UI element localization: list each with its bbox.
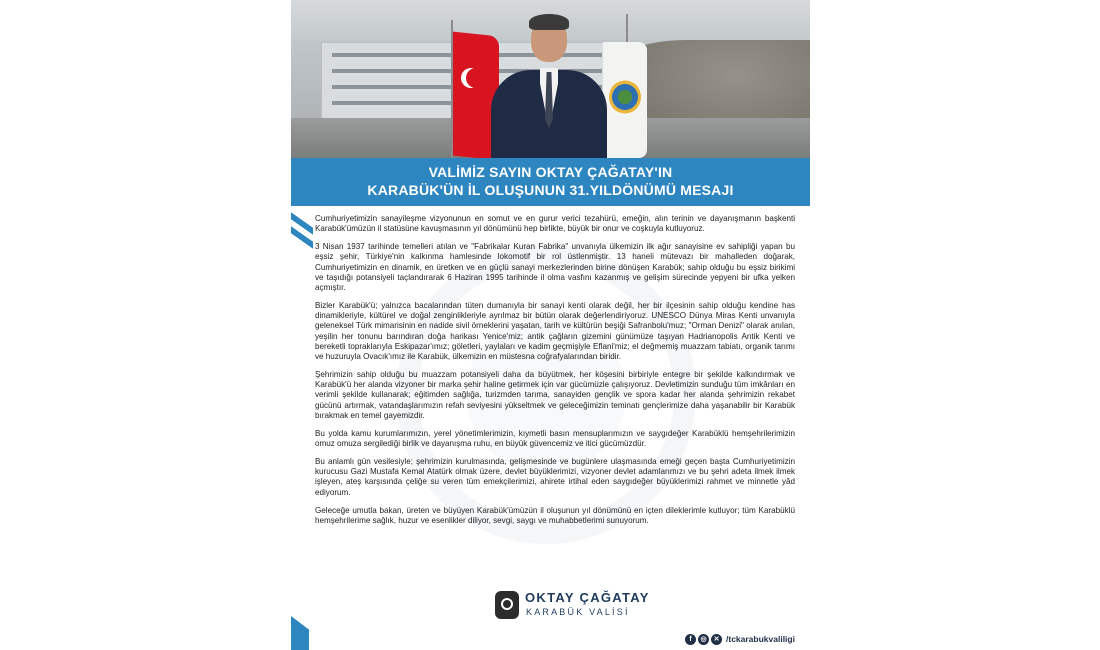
- announcement-poster: [291, 0, 810, 650]
- governor-portrait: [491, 12, 607, 158]
- message-body: [291, 206, 810, 650]
- title-line-1: VALİMİZ SAYIN OKTAY ÇAĞATAY'IN: [428, 164, 673, 180]
- crescent-icon: [466, 68, 486, 88]
- paragraph: Cumhuriyetimizin sanayileşme vizyonunun en somut ve en gurur verici tezahürü, emeğin, alın terinin ve dayanışmanın başkenti Karabük'ümüzün il statüsüne kavuşmasının yıl dönümünü hep birlikte, büyük bir onur ve coşkuyla kutluyoruz.: [315, 214, 795, 234]
- municipal-emblem-icon: [609, 80, 641, 114]
- paragraph: Bu yolda kamu kurumlarımızın, yerel yönetimlerimizin, kıymetli basın mensuplarımızın ve saygıdeğer Karabüklü hemşehrilerimizin omuz omuza sergilediği birlik ve dayanışma ruhu, en büyük güvencemiz ve itici gücümüzdür.: [315, 428, 795, 448]
- title-band: [291, 158, 810, 206]
- paragraph-list: [315, 214, 795, 534]
- instagram-icon[interactable]: ◎: [698, 634, 709, 645]
- decor-corner: [291, 616, 309, 650]
- paragraph: 3 Nisan 1937 tarihinde temelleri atılan ve "Fabrikalar Kuran Fabrika" unvanıyla ülkemizin ilk ağır sanayisine ev sahipliği yapan bu eşsiz şehir, Türkiye'nin kalkınma hamlesinde lokomotif bir rol üstlenmiştir. 13 haneli mütevazı bir mahalleden doğarak, Cumhuriyetimizin en dinamik, en üretken ve en güçlü sanayi merkezlerinden birine dönüşen Karabük; sahip olduğu bu eşsiz birikimi ve taşıdığı potansiyeli taçlandırarak 6 Haziran 1995 tarihinde il olma vasfını kazanmış ve gelişim sürecinde yepyeni bir ufka yelken açmıştır.: [315, 242, 795, 292]
- title-line-2: KARABÜK'ÜN İL OLUŞUNUN 31.YILDÖNÜMÜ MESAJI: [367, 182, 734, 198]
- social-handle[interactable]: /tckarabukvaliligi: [726, 634, 795, 644]
- paragraph: Bizler Karabük'ü; yalnızca bacalarından tüten dumanıyla bir sanayi kenti olarak değil, her bir ilçesinin sahip olduğu kendine has dinamikleriyle, kültürel ve doğal zenginlikleriyle ayrılmaz bir bütün olarak değerlendiriyoruz. UNESCO Dünya Miras Kenti unvanıyla geleneksel Türk mimarisinin en nadide sivil örneklerini yaşatan, tarih ve kültürün beşiği Safranbolu'muz; "Orman Denizi" olarak anılan, yeşilin her tonunu barındıran doğa harikası Yenice'miz; antik çağların gizemini günümüze taşıyan Hadrianopolis Antik Kenti ve bereketli topraklarıyla Eskipazar'ımız; göletleri, yaylaları ve kadim geçmişiyle Eflani'miz; el değmemiş muazzam tabiatı, organik tarımı ve huzuruyla Ovacık'ımız ile Karabük, ülkemizin en müstesna coğrafyalarından biridir.: [315, 301, 795, 361]
- facebook-icon[interactable]: f: [685, 634, 696, 645]
- social-bar: [685, 631, 795, 647]
- header-photo: [291, 0, 810, 158]
- paragraph: Bu anlamlı gün vesilesiyle; şehrimizin kurulmasında, gelişmesinde ve bugünlere ulaşmasında emeği geçen başta Cumhuriyetimizin kurucusu Gazi Mustafa Kemal Atatürk olmak üzere, devlet büyüklerimizi, vizyoner devlet adamlarımızı ve bu şehri adeta ilmek ilmek işleyen, ateş karşısında çeliğe su veren tüm emekçilerimizi, ahirete irtihal eden saygıdeğer büyüklerimizi rahmet ve minnetle yâd ediyorum.: [315, 457, 795, 497]
- signature-name: OKTAY ÇAĞATAY: [525, 590, 650, 605]
- paragraph: Geleceğe umutla bakan, üreten ve büyüyen Karabük'ümüzün il oluşunun yıl dönümünü en içten dileklerimle kutluyor; tüm Karabüklü hemşehrilerime sağlık, huzur ve esenlikler diliyor, sevgi, saygı ve muhabbetlerimi sunuyorum.: [315, 505, 795, 525]
- signature-block: [495, 587, 655, 627]
- signature-title: KARABÜK VALİSİ: [526, 607, 630, 617]
- governorship-emblem-icon: [495, 591, 519, 619]
- paragraph: Şehrimizin sahip olduğu bu muazzam potansiyeli daha da büyütmek, her köşesini birbiriyle entegre bir şekilde kalkındırmak ve Karabük'ü her alanda vizyoner bir marka şehir haline getirmek için var gücümüzle çalışıyoruz. Devletimizin sunduğu tüm imkânları en verimli şekilde kullanarak; eğitimden sağlığa, turizmden tarıma, sanayiden gençlik ve spora kadar her alanda şehrimizin rekabet gücünü artırmak, vatandaşlarımızın refah seviyesini yükseltmek ve geleceğimizin teminatı gençlerimize daha yaşanabilir bir Karabük bırakmak en temel gayemizdir.: [315, 370, 795, 420]
- x-icon[interactable]: ✕: [711, 634, 722, 645]
